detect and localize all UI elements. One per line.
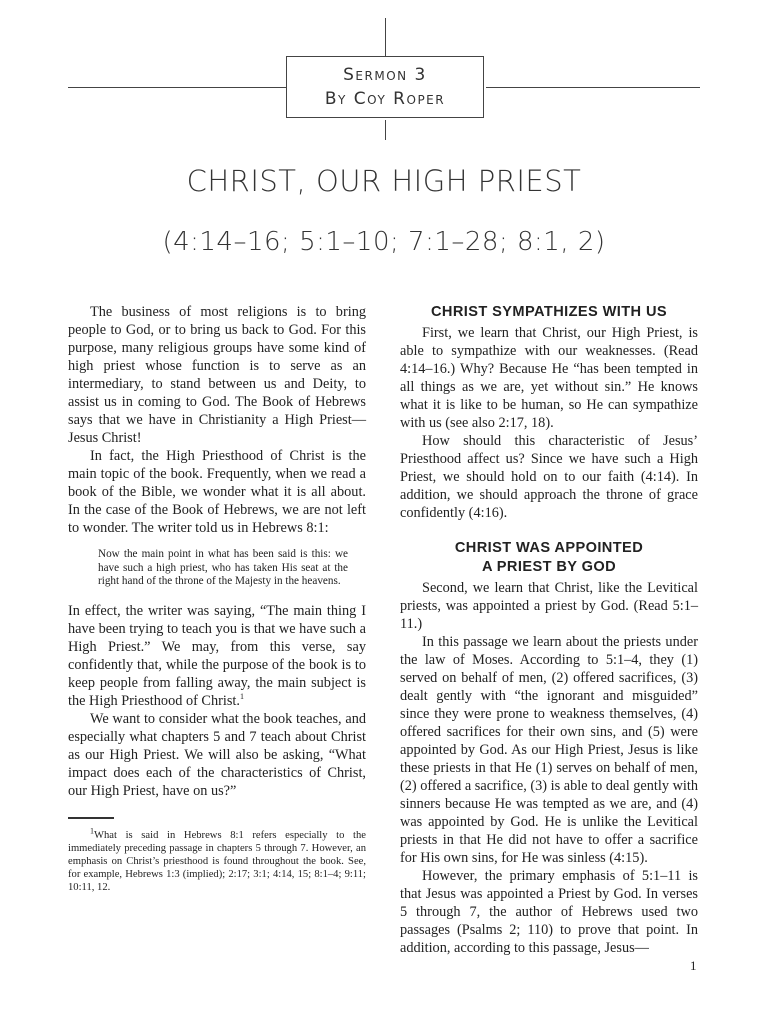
block-quote: Now the main point in what has been said is this: we have such a high priest, who has taken His seat at the right hand of the throne of the Majesty in the heavens.	[98, 548, 348, 588]
paragraph: First, we learn that Christ, our High Priest, is able to sympathize with our weaknesses. (Read 4:14–16.) Why? Because He “has been tempted in all things as we are, yet without sin.” He knows what it is like to be human, so He can sympathize with us (see also 2:17, 18).	[400, 325, 698, 431]
paragraph-text: In effect, the writer was saying, “The main thing I have been trying to teach you is that we have such a High Priest.” We may, from this verse, say confidently that, while the purpose of the book is to keep people from falling away, the main subject is the High Priesthood of Christ.	[68, 602, 366, 709]
paragraph: In this passage we learn about the priests under the law of Moses. According to 5:1–4, they (1) served on behalf of men, (2) offered sacrifices, (3) dealt gently with “the ignorant and misguided” since they were prone to weakness themselves, (4) offered sacrifices for their own sins, and (5) were appointed by God. As our High Priest, Jesus is like these priests in that He (1) serves on behalf of men, (2) offered a sacrifice, (3) is able to deal gently with sinners because He was tempted as we are, and (4) was appointed by God. He is unlike the Levitical priests in that He did not have to offer a sacrifice for His own sins, for He was sinless (4:15).	[400, 634, 698, 866]
header-vline-top	[385, 18, 386, 56]
section-heading: CHRIST SYMPATHIZES WITH US	[430, 304, 668, 320]
paragraph: How should this characteristic of Jesus’ Priesthood affect us? Since we have such a High Priest, we should hold on to our faith (4:14). In addition, we should approach the throne of grace confidently (4:16).	[400, 433, 698, 521]
right-column	[400, 303, 698, 957]
footnote	[68, 826, 366, 894]
paragraph: The business of most religions is to bring people to God, or to bring us back to God. For this purpose, many religious groups have some kind of high priest whose function is to serve as an intermediary, to stand between us and Deity, to assist us in coming to God. The Book of Hebrews says that we have in Christianity a High Priest—Jesus Christ!	[68, 304, 366, 446]
section-heading	[400, 539, 698, 577]
scripture-references: (4:14–16; 5:1–10; 7:1–28; 8:1, 2)	[162, 227, 606, 257]
paragraph: Second, we learn that Christ, like the Levitical priests, was appointed a priest by God. (Read 5:1–11.)	[400, 580, 698, 632]
header-rule-left	[68, 87, 286, 88]
sermon-header-box	[286, 56, 484, 118]
footnote-ref: 1	[239, 692, 244, 702]
page-title: CHRIST, OUR HIGH PRIEST	[186, 164, 582, 198]
header-rule-right	[486, 87, 700, 88]
paragraph: We want to consider what the book teaches, and especially what chapters 5 and 7 teach about Christ as our High Priest. We will also be asking, “What impact does each of the characteristics of Christ, our High Priest, have on us?”	[68, 710, 366, 799]
footnote-mark: 1	[90, 826, 94, 836]
section-heading-line: A PRIEST BY GOD	[481, 559, 617, 575]
footnote-rule	[68, 817, 114, 819]
sermon-number: Sermon 3	[343, 65, 427, 85]
page-number: 1	[690, 958, 697, 973]
paragraph	[68, 602, 366, 710]
paragraph: In fact, the High Priesthood of Christ is the main topic of the book. Frequently, when we read a book of the Bible, we wonder what it is all about. In the case of the Book of Hebrews, we are not left to wonder. The writer told us in Hebrews 8:1:	[68, 448, 366, 536]
section-heading-line: CHRIST WAS APPOINTED	[454, 540, 644, 556]
sermon-author: By Coy Roper	[324, 89, 446, 109]
header-vline-bottom	[385, 120, 386, 140]
left-column	[68, 303, 366, 894]
footnote-text: What is said in Hebrews 8:1 refers especially to the immediately preceding passage in chapters 5 through 7. However, an emphasis on Christ’s priesthood is found throughout the book. See, for example, Hebrews 1:3 (implied); 2:17; 3:1; 4:14, 15; 8:1–4; 9:11; 10:11, 12.	[68, 829, 366, 893]
paragraph: However, the primary emphasis of 5:1–11 is that Jesus was appointed a Priest by God. In verses 5 through 7, the author of Hebrews used two passages (Psalms 2; 110) to prove that point. In addition, according to this passage, Jesus—	[400, 868, 698, 956]
